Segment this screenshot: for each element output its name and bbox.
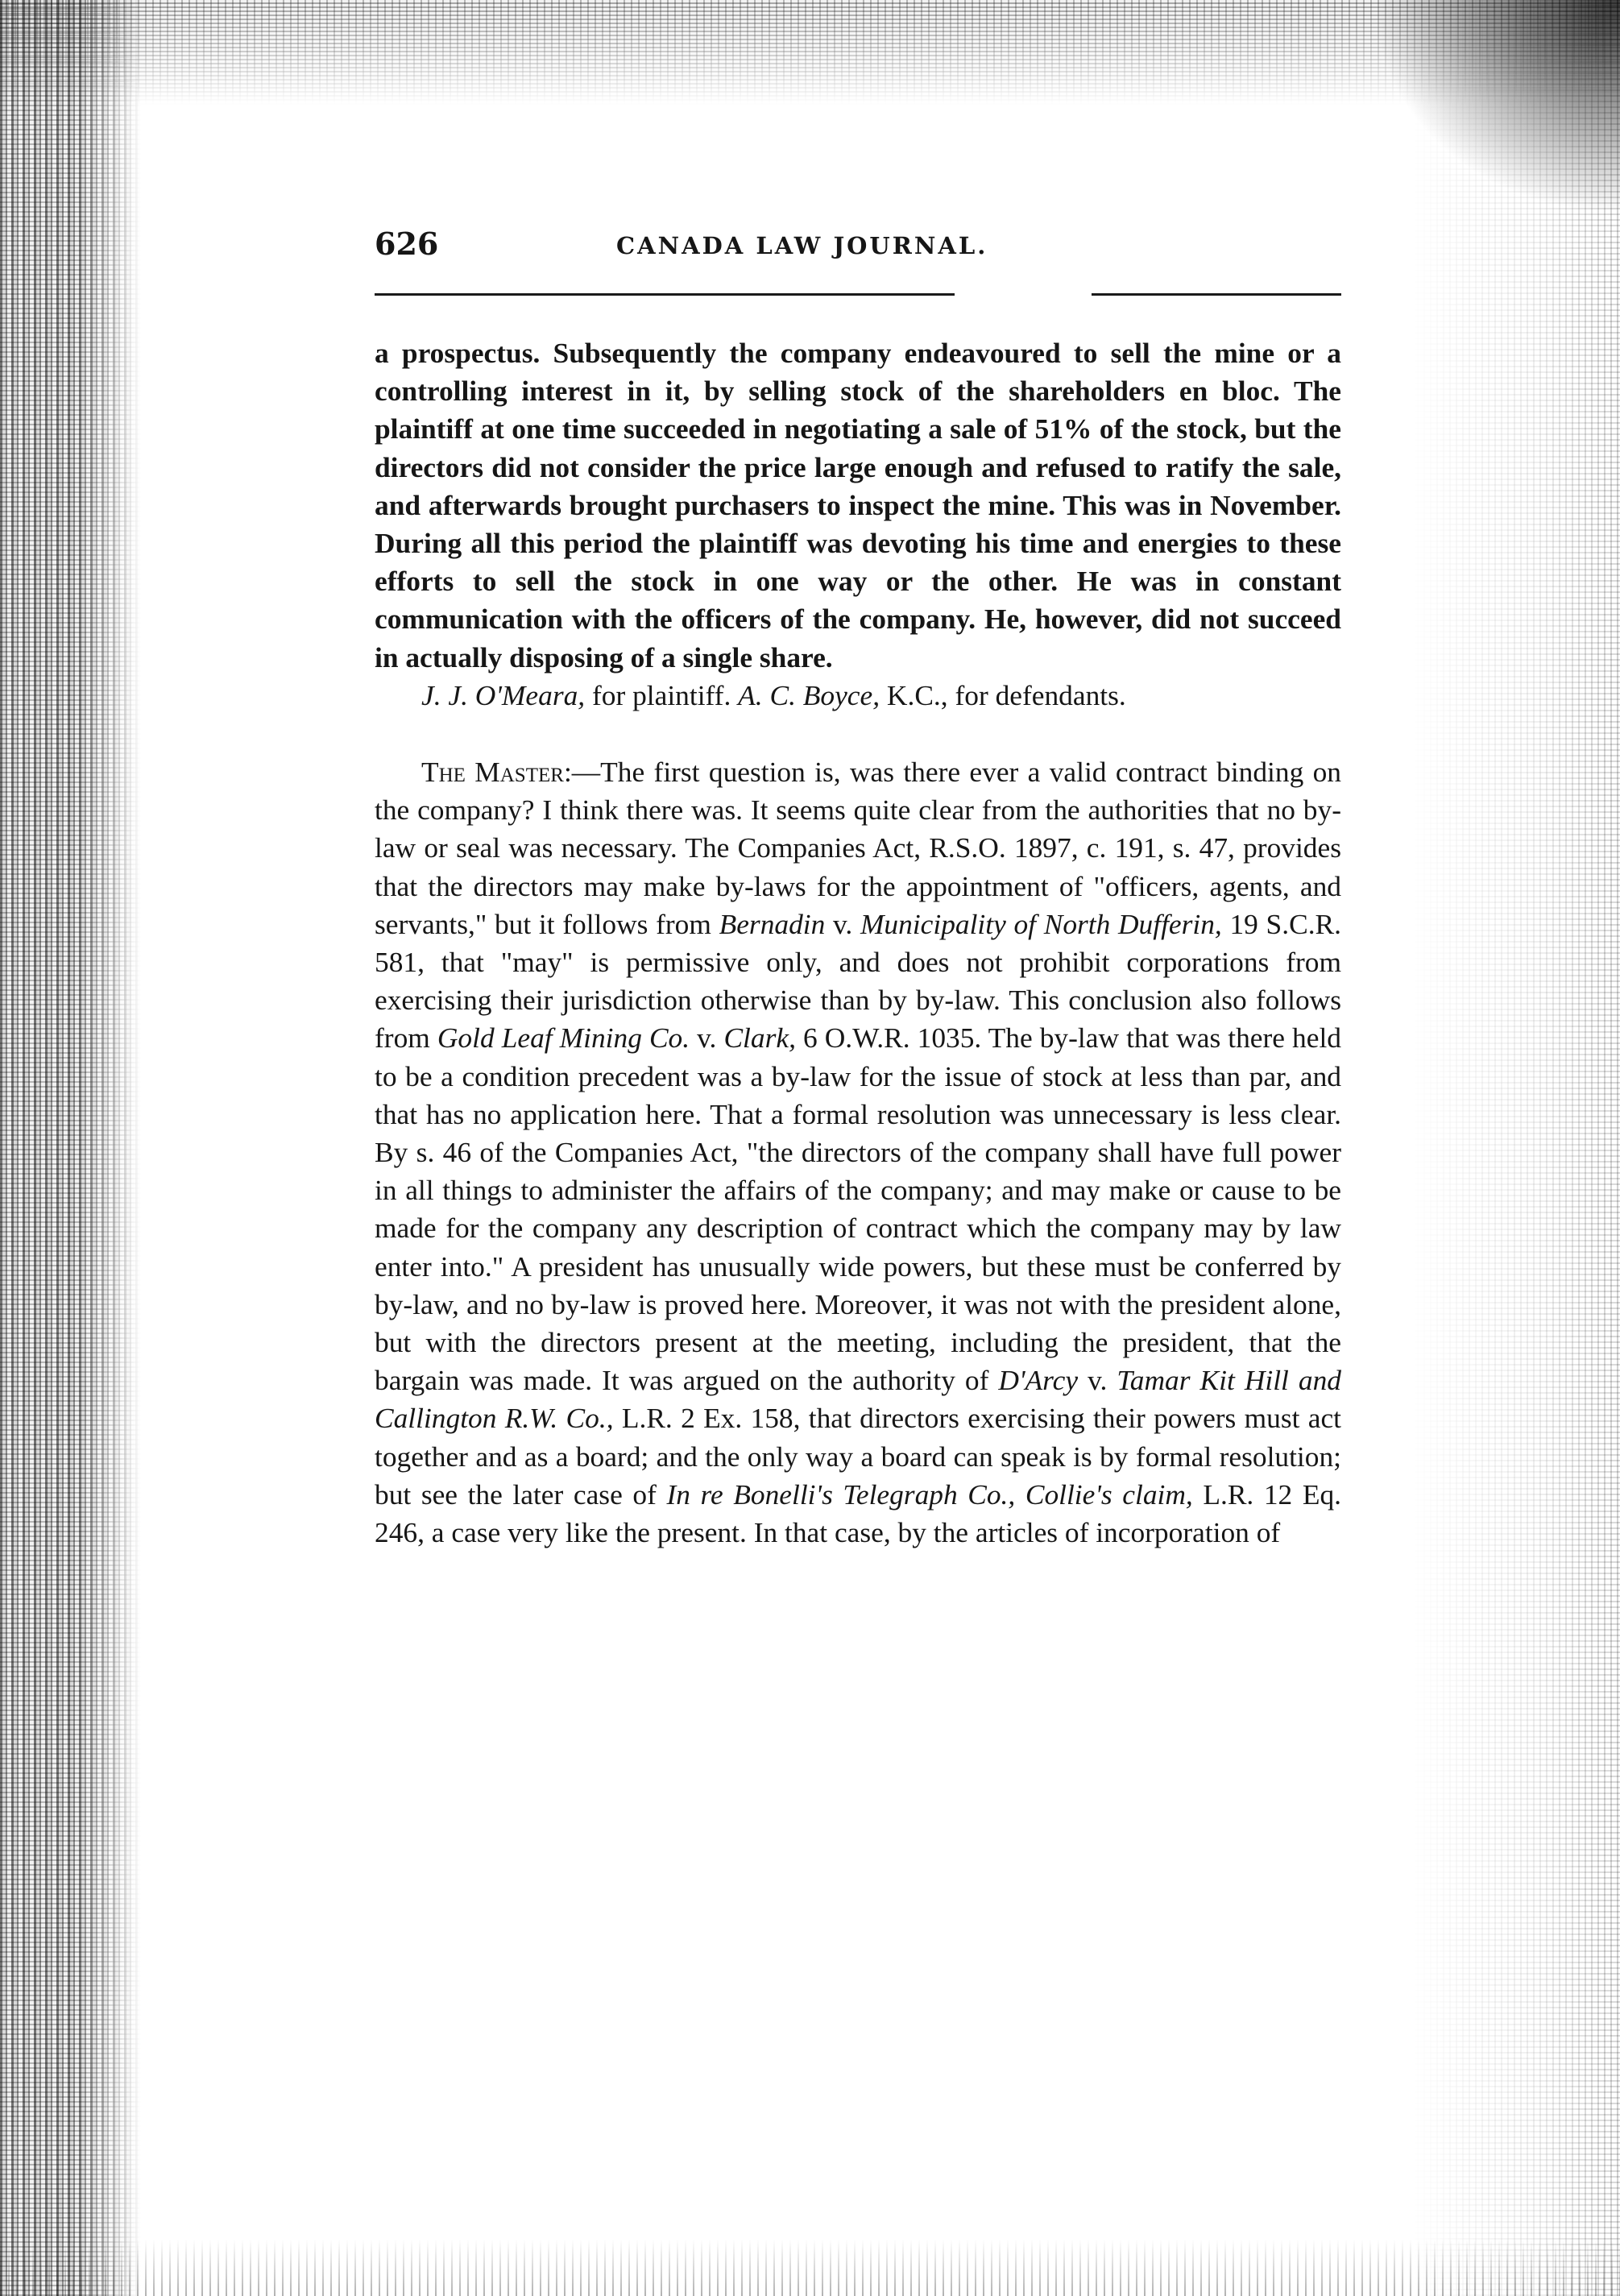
judgment-paragraph — [375, 753, 1341, 1552]
header-rule-left — [375, 293, 955, 296]
paragraph-facts: a prospectus. Subsequently the company endeavoured to sell the mine or a controlling interest in it, by selling stock of the shareholders en bloc. The plaintiff at one time succeeded in negotiating a sale of 51% of the stock, but the directors did not consider the price large enough and refused to ratify the sale, and afterwards brought purchasers to inspect the mine. This was in November. During all this period the plaintiff was devoting his time and energies to these efforts to sell the stock in one way or the other. He was in constant communication with the officers of the company. He, however, did not succeed in actually disposing of a single share. — [375, 337, 1341, 673]
case-citation: In re Bonelli's Telegraph Co., Collie's claim, — [666, 1477, 1193, 1511]
case-citation: Municipality of North Dufferin, — [860, 907, 1222, 940]
speaker-label: The Master — [421, 756, 564, 789]
defendant-role: K.C., for defendants. — [880, 678, 1126, 711]
case-citation: D'Arcy — [998, 1364, 1079, 1397]
scan-edge-bottom — [0, 2240, 1620, 2296]
case-citation: Tamar Kit Hill and Callington R.W. Co., — [375, 1364, 1341, 1435]
scan-edge-left — [0, 0, 141, 2296]
judgment-text-6: v. — [1078, 1364, 1117, 1397]
judgment-text-5: 6 O.W.R. 1035. The by-law that was there held to be a condition precedent was a by-law for the issue of stock at less than par, and that has no application here. That a formal resolution was unnecessary is less clear. By s. 46 of the Companies Act, "the directors of the company shall have full power in all things to administer the affairs of the company; and may make or cause to be made for the company any description of contract which the company may by law enter into." A president has unusually wide powers, but these must be conferred by by-law, and no by-law is proved here. Moreover, it was not with the president alone, but with the directors present at the meeting, including the president, that the bargain was made. It was argued on the authority of — [375, 1022, 1341, 1397]
judgment-text-4: v. — [690, 1022, 724, 1055]
judgment-text-3: 19 S.C.R. 581, that "may" is permissive only, and does not prohibit corporations from exercising their jurisdiction otherwise than by by-law. This conclusion also follows from — [375, 907, 1341, 1055]
judgment-text-8: L.R. 12 Eq. 246, a case very like the present. In that case, by the articles of incorporation of — [375, 1477, 1342, 1549]
header-rule-right — [1092, 293, 1341, 296]
counsel-line — [375, 677, 1341, 715]
defendant-counsel: A. C. Boyce, — [738, 678, 880, 711]
plaintiff-role: for plaintiff. — [585, 678, 739, 711]
body-text — [375, 334, 1341, 1552]
document-page — [375, 226, 1342, 1549]
judgment-text-7: L.R. 2 Ex. 158, that directors exercising their powers must act together and as a board; and the only way a board can speak is by formal resolution; but see the later case of — [375, 1402, 1342, 1511]
journal-title: CANADA LAW JOURNAL. — [616, 232, 988, 259]
page-number: 626 — [375, 226, 439, 262]
case-citation: Bernadin — [719, 907, 826, 940]
running-head — [375, 226, 1341, 282]
scan-edge-right — [1411, 0, 1620, 2296]
scan-edge-top — [0, 0, 1620, 105]
case-citation: Clark, — [723, 1022, 796, 1055]
scan-corner-shadow — [1378, 0, 1620, 209]
plaintiff-counsel: J. J. O'Meara, — [421, 678, 586, 711]
judgment-text-1: :—The first question is, was there ever a valid contract binding on the company? I think there was. It seems quite clear from the authorities that no by-law or seal was necessary. The Companies Act, R.S.O. 1897, c. 191, s. 47, provides that the directors may make by-laws for the appointment of "officers, agents, and servants," but it follows from — [375, 756, 1342, 940]
judgment-text-2: v. — [825, 907, 860, 940]
case-citation: Gold Leaf Mining Co. — [437, 1022, 690, 1055]
